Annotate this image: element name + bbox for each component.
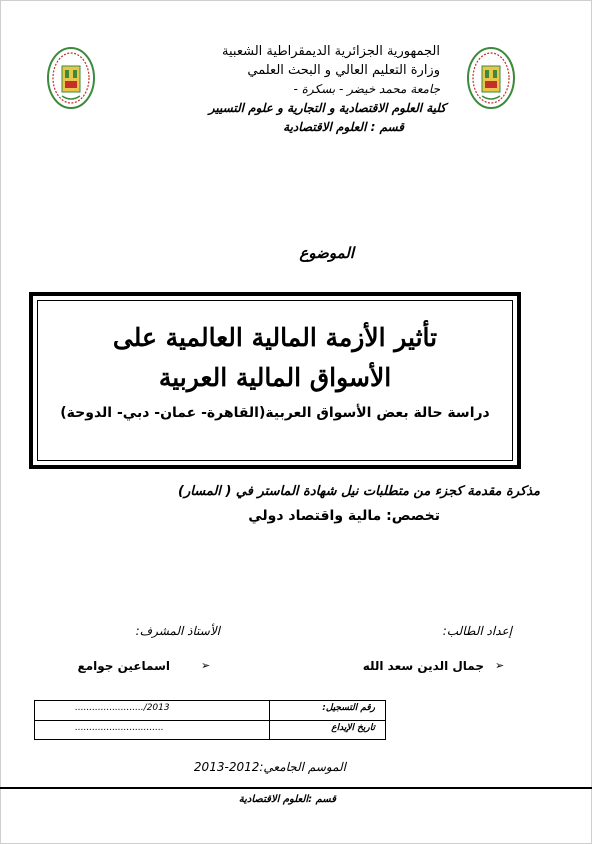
title-line-2: الأسواق المالية العربية <box>158 363 392 392</box>
header-republic: الجمهورية الجزائرية الديمقراطية الشعبية <box>222 44 440 59</box>
registration-row <box>35 701 385 721</box>
registration-number-label: رقم التسجيل: <box>322 703 375 713</box>
university-seal-right <box>466 46 516 112</box>
registration-table <box>34 700 386 740</box>
university-seal-left <box>46 46 96 112</box>
memo-line: مذكرة مقدمة كجزء من متطلبات نيل شهادة الماستر في ( المسار) <box>178 484 540 499</box>
header-department: قسم : العلوم الاقتصادية <box>283 120 404 134</box>
registration-number-value: ......................../2013 <box>75 703 170 713</box>
student-name: جمال الدين سعد الله <box>362 659 484 673</box>
deposit-date-value: ............................... <box>75 723 164 733</box>
supervisor-name: اسماعين جوامع <box>77 659 170 673</box>
supervisor-label: الأستاذ المشرف: <box>135 624 220 638</box>
deposit-row <box>35 721 385 740</box>
header-ministry: وزارة التعليم العالي و البحث العلمي <box>247 63 440 78</box>
academic-season: الموسم الجامعي:2012-2013 <box>193 760 346 774</box>
bullet-arrow-icon: ➢ <box>201 659 211 672</box>
header-faculty: كلية العلوم الاقتصادية و التجارية و علوم التسيير <box>208 101 446 115</box>
bullet-arrow-icon: ➢ <box>495 659 505 672</box>
header-university: جامعة محمد خيضر - بسكرة - <box>293 82 440 96</box>
subject-label: الموضوع <box>299 244 354 262</box>
title-subtitle: دراسة حالة بعض الأسواق العربية(القاهرة- عمان- دبي- الدوحة) <box>60 405 490 421</box>
table-divider <box>269 701 270 739</box>
deposit-date-label: تاريخ الإيداع <box>331 723 375 733</box>
footer-department: قسم :العلوم الاقتصادية <box>238 794 336 805</box>
footer-divider <box>0 787 592 789</box>
student-label: إعداد الطالب: <box>442 624 512 638</box>
title-line-1: تأثير الأزمة المالية العالمية على <box>112 323 438 352</box>
title-box <box>29 292 521 469</box>
specialty-line: تخصص: مالية واقتصاد دولي <box>248 508 440 524</box>
